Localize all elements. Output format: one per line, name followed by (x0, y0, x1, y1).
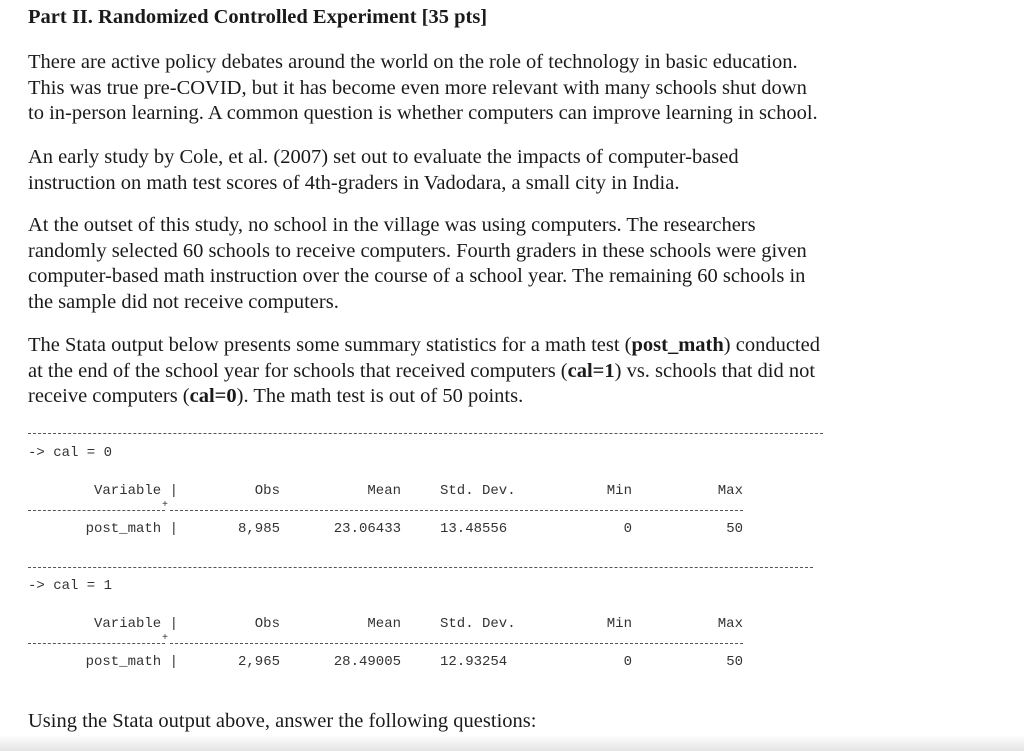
paragraph-stata-intro (28, 333, 820, 410)
divider-line (170, 510, 743, 511)
treatment-bold: cal=1 (567, 359, 615, 382)
row-min: 0 (623, 654, 632, 670)
divider-line (28, 510, 165, 511)
column-header-obs: Obs (254, 483, 280, 499)
divider-line (170, 643, 743, 644)
column-header-variable: Variable | (93, 483, 178, 499)
row-mean: 28.49005 (333, 654, 401, 670)
row-mean: 23.06433 (333, 521, 401, 537)
row-variable: post_math | (85, 521, 178, 537)
paragraph-line: An early study by Cole, et al. (2007) set out to evaluate the impacts of computer-based (28, 146, 739, 168)
row-max: 50 (726, 654, 743, 670)
column-header-obs: Obs (254, 616, 280, 632)
column-header-mean: Mean (367, 616, 401, 632)
divider-line (28, 567, 813, 568)
paragraph-line: randomly selected 60 schools to receive computers. Fourth graders in these schools were given (28, 239, 807, 262)
paragraph-study (28, 145, 739, 196)
divider-plus: + (162, 633, 169, 644)
paragraph-design (28, 213, 807, 315)
question-prompt: Using the Stata output above, answer the following questions: (28, 710, 537, 732)
paragraph-line: computer-based math instruction over the course of a school year. The remaining 60 schools in (28, 265, 806, 287)
page-bottom-shadow (0, 735, 1024, 751)
paragraph-line: receive computers (cal=0). The math test is out of 50 points. (28, 385, 524, 407)
paragraph-line: at the end of the school year for schools that received computers (cal=1) vs. schools that did not (28, 359, 816, 382)
column-header-variable: Variable | (93, 616, 178, 632)
row-sd: 13.48556 (440, 521, 508, 537)
variable-name-bold: post_math (631, 334, 724, 356)
column-header-min: Min (606, 483, 632, 499)
paragraph-line: the sample did not receive computers. (28, 290, 339, 313)
column-header-min: Min (606, 616, 632, 632)
row-variable: post_math | (85, 654, 178, 670)
row-min: 0 (623, 521, 632, 537)
group-header: -> cal = 0 (28, 445, 113, 461)
paragraph-line: The Stata output below presents some summary statistics for a math test (post_math) conducted (28, 334, 820, 356)
column-header-sd: Std. Dev. (440, 616, 516, 632)
paragraph-intro (28, 50, 818, 127)
paragraph-line: At the outset of this study, no school in the village was using computers. The researchers (28, 214, 756, 236)
control-bold: cal=0 (189, 385, 237, 407)
column-header-max: Max (717, 616, 743, 632)
paragraph-line: This was true pre-COVID, but it has become even more relevant with many schools shut down (28, 76, 807, 99)
column-header-mean: Mean (367, 483, 401, 499)
row-max: 50 (726, 521, 743, 537)
row-obs: 2,965 (237, 654, 280, 670)
paragraph-line: to in-person learning. A common question is whether computers can improve learning in school. (28, 102, 818, 124)
section-heading: Part II. Randomized Controlled Experiment [35 pts] (28, 6, 488, 28)
group-header: -> cal = 1 (28, 578, 113, 594)
column-header-sd: Std. Dev. (440, 483, 516, 499)
column-header-max: Max (717, 483, 743, 499)
divider-plus: + (162, 500, 169, 511)
paragraph-line: instruction on math test scores of 4th-graders in Vadodara, a small city in India. (28, 171, 680, 194)
row-obs: 8,985 (237, 521, 280, 537)
row-sd: 12.93254 (440, 654, 508, 670)
paragraph-line: There are active policy debates around the world on the role of technology in basic education. (28, 51, 798, 73)
divider-line (28, 433, 823, 434)
divider-line (28, 643, 165, 644)
